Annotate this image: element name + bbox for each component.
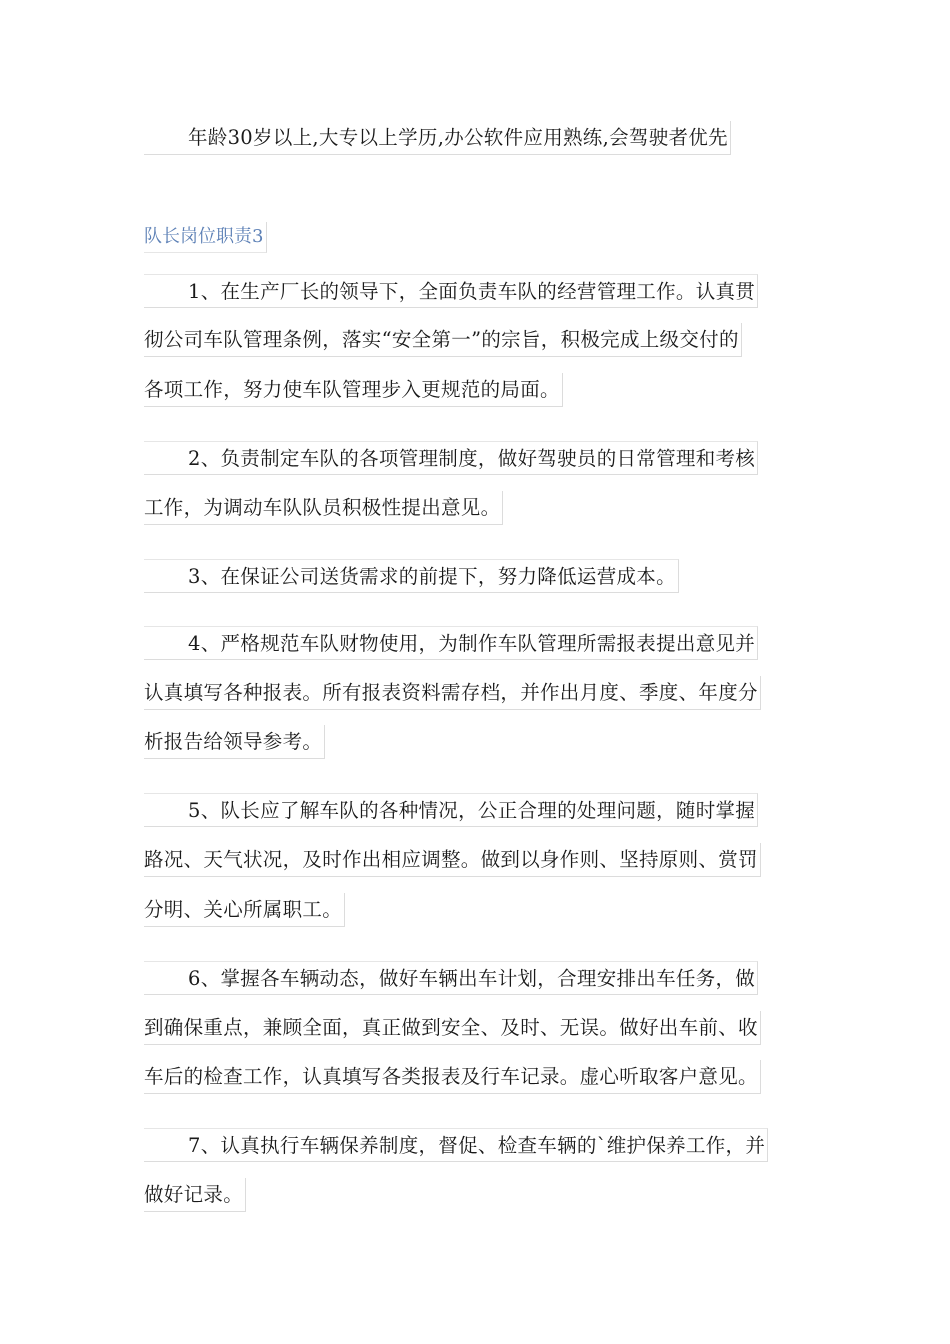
duty-line: 路况、天气状况，及时作出相应调整。做到以身作则、坚持原则、赏罚 <box>144 843 761 877</box>
duty-line: 车后的检查工作，认真填写各类报表及行车记录。虚心听取客户意见。 <box>144 1060 761 1094</box>
duty-line: 做好记录。 <box>144 1178 246 1212</box>
duty-line: 彻公司车队管理条例，落实“安全第一”的宗旨，积极完成上级交付的 <box>144 323 742 357</box>
duty-line: 工作，为调动车队队员积极性提出意见。 <box>144 491 503 525</box>
intro-requirement-line: 年龄30岁以上,大专以上学历,办公软件应用熟练,会驾驶者优先 <box>144 121 731 155</box>
duty-line: 2、负责制定车队的各项管理制度，做好驾驶员的日常管理和考核 <box>144 441 758 475</box>
duty-line: 7、认真执行车辆保养制度，督促、检查车辆的`维护保养工作，并 <box>144 1128 768 1162</box>
duty-line: 1、在生产厂长的领导下，全面负责车队的经营管理工作。认真贯 <box>144 274 758 308</box>
duty-line: 到确保重点，兼顾全面，真正做到安全、及时、无误。做好出车前、收 <box>144 1011 761 1045</box>
duty-line: 认真填写各种报表。所有报表资料需存档，并作出月度、季度、年度分 <box>144 676 761 710</box>
duty-line: 各项工作，努力使车队管理步入更规范的局面。 <box>144 373 563 407</box>
duty-line: 5、队长应了解车队的各种情况，公正合理的处理问题，随时掌握 <box>144 793 758 827</box>
duty-line: 6、掌握各车辆动态，做好车辆出车计划，合理安排出车任务，做 <box>144 961 758 995</box>
duty-line: 析报告给领导参考。 <box>144 725 325 759</box>
duty-line: 3、在保证公司送货需求的前提下，努力降低运营成本。 <box>144 559 679 593</box>
duty-line: 分明、关心所属职工。 <box>144 893 345 927</box>
duty-line: 4、严格规范车队财物使用，为制作车队管理所需报表提出意见并 <box>144 626 758 660</box>
section-heading: 队长岗位职责3 <box>144 222 267 253</box>
